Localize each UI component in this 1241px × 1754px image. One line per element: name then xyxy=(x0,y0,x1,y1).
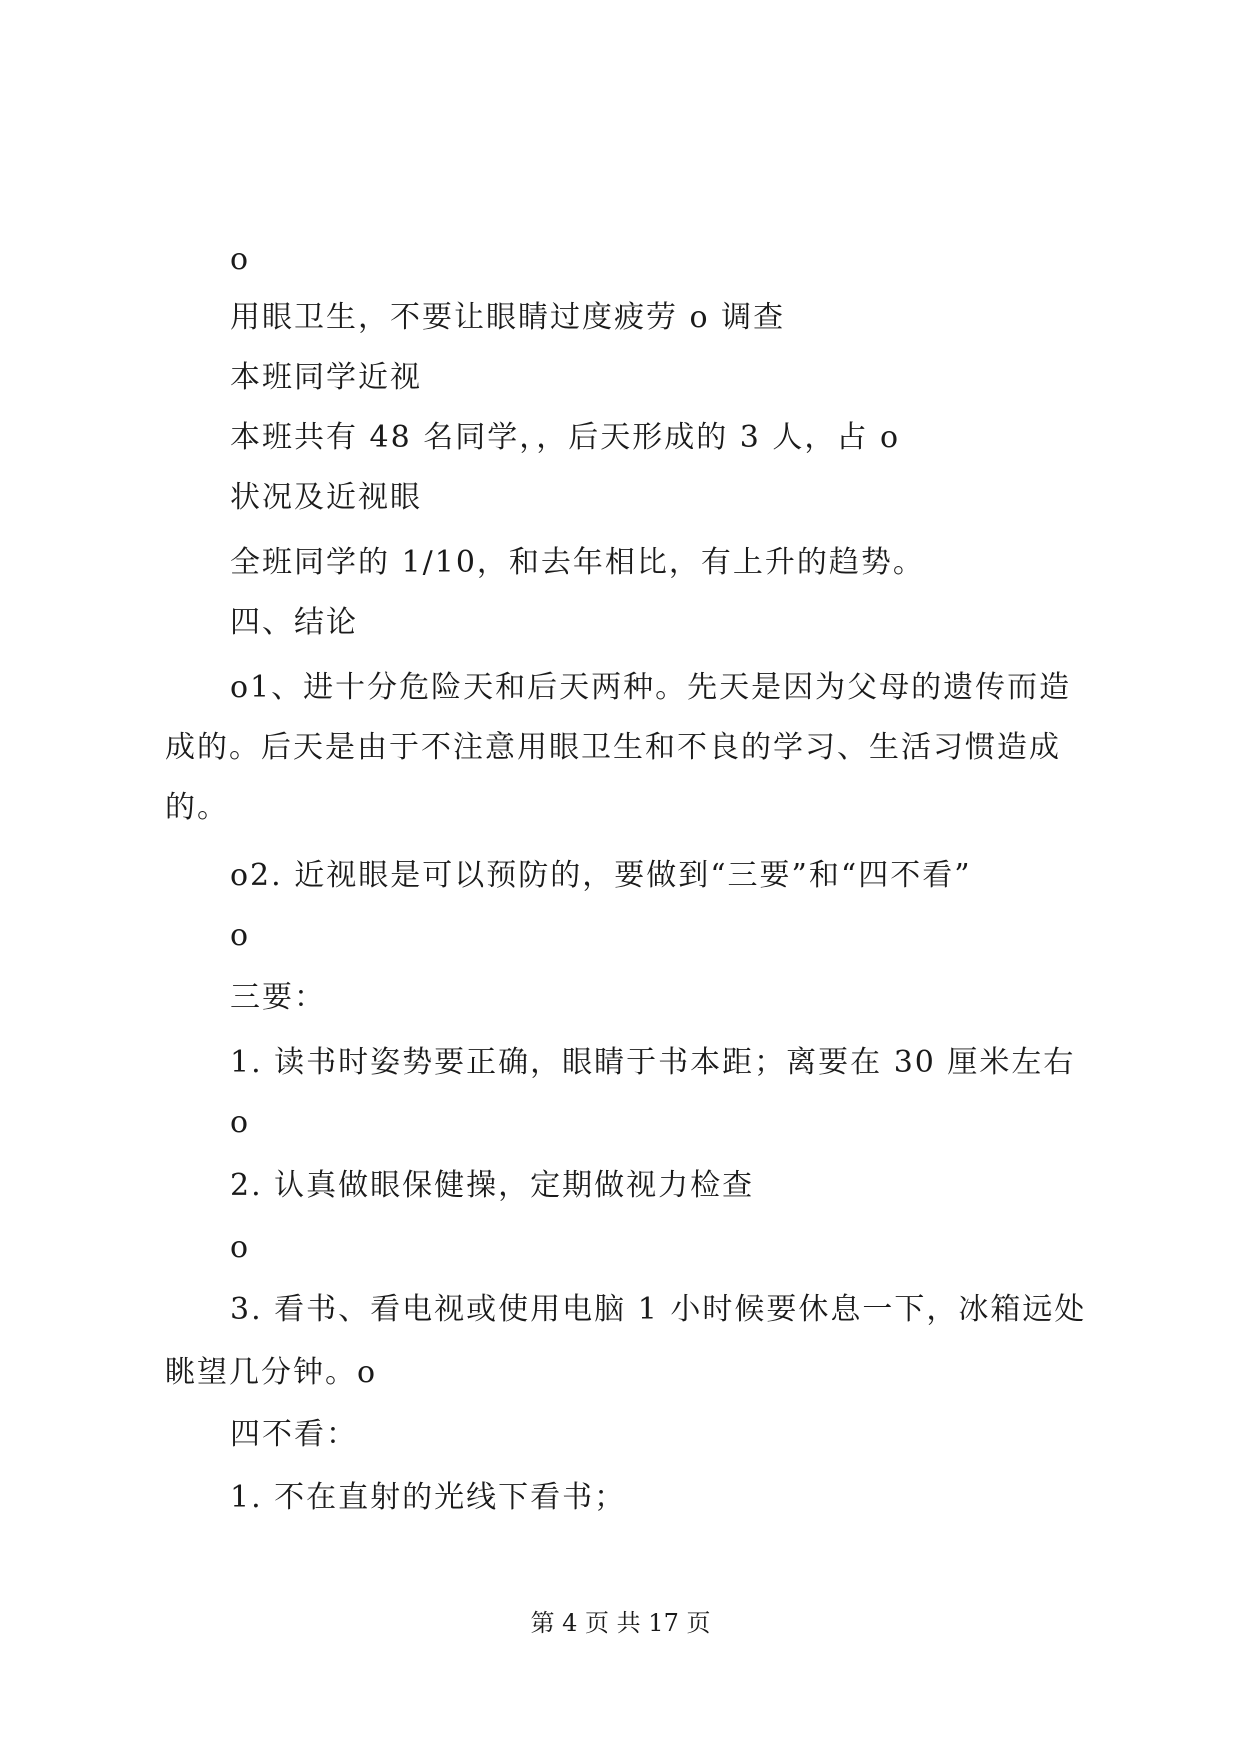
text-line: 全班同学的 1/10，和去年相比，有上升的趋势。 xyxy=(230,545,925,580)
text-line: 2. 认真做眼保健操，定期做视力检查 xyxy=(230,1168,755,1203)
text-line: o2. 近视眼是可以预防的，要做到“三要”和“四不看” xyxy=(230,858,972,893)
text-line: 本班共有 48 名同学，，后天形成的 3 人，占 o xyxy=(230,420,901,455)
text-line: o xyxy=(230,918,251,953)
text-line: 眺望几分钟。o xyxy=(165,1355,378,1390)
subsection-heading: 三要： xyxy=(230,980,326,1015)
section-heading: 四、结论 xyxy=(230,605,358,640)
text-line: o xyxy=(230,1230,251,1265)
subsection-heading: 四不看： xyxy=(230,1417,358,1452)
text-line: 3. 看书、看电视或使用电脑 1 小时候要休息一下，冰箱远处 xyxy=(230,1292,1087,1327)
text-line: 1. 不在直射的光线下看书； xyxy=(230,1480,627,1515)
text-line: 状况及近视眼 xyxy=(230,480,422,515)
text-line: 的。 xyxy=(165,790,229,825)
page-footer: 第 4 页 共 17 页 xyxy=(530,1609,711,1637)
text-line: o xyxy=(230,1105,251,1140)
text-line: o1、进十分危险天和后天两种。先天是因为父母的遗传而造 xyxy=(230,670,1072,705)
text-line: 成的。后天是由于不注意用眼卫生和不良的学习、生活习惯造成 xyxy=(165,730,1061,765)
text-line: 1. 读书时姿势要正确，眼睛于书本距；离要在 30 厘米左右 xyxy=(230,1045,1076,1080)
text-line: 本班同学近视 xyxy=(230,360,422,395)
text-line: 用眼卫生，不要让眼睛过度疲劳 o 调查 xyxy=(230,300,786,335)
text-line: o xyxy=(230,242,251,277)
